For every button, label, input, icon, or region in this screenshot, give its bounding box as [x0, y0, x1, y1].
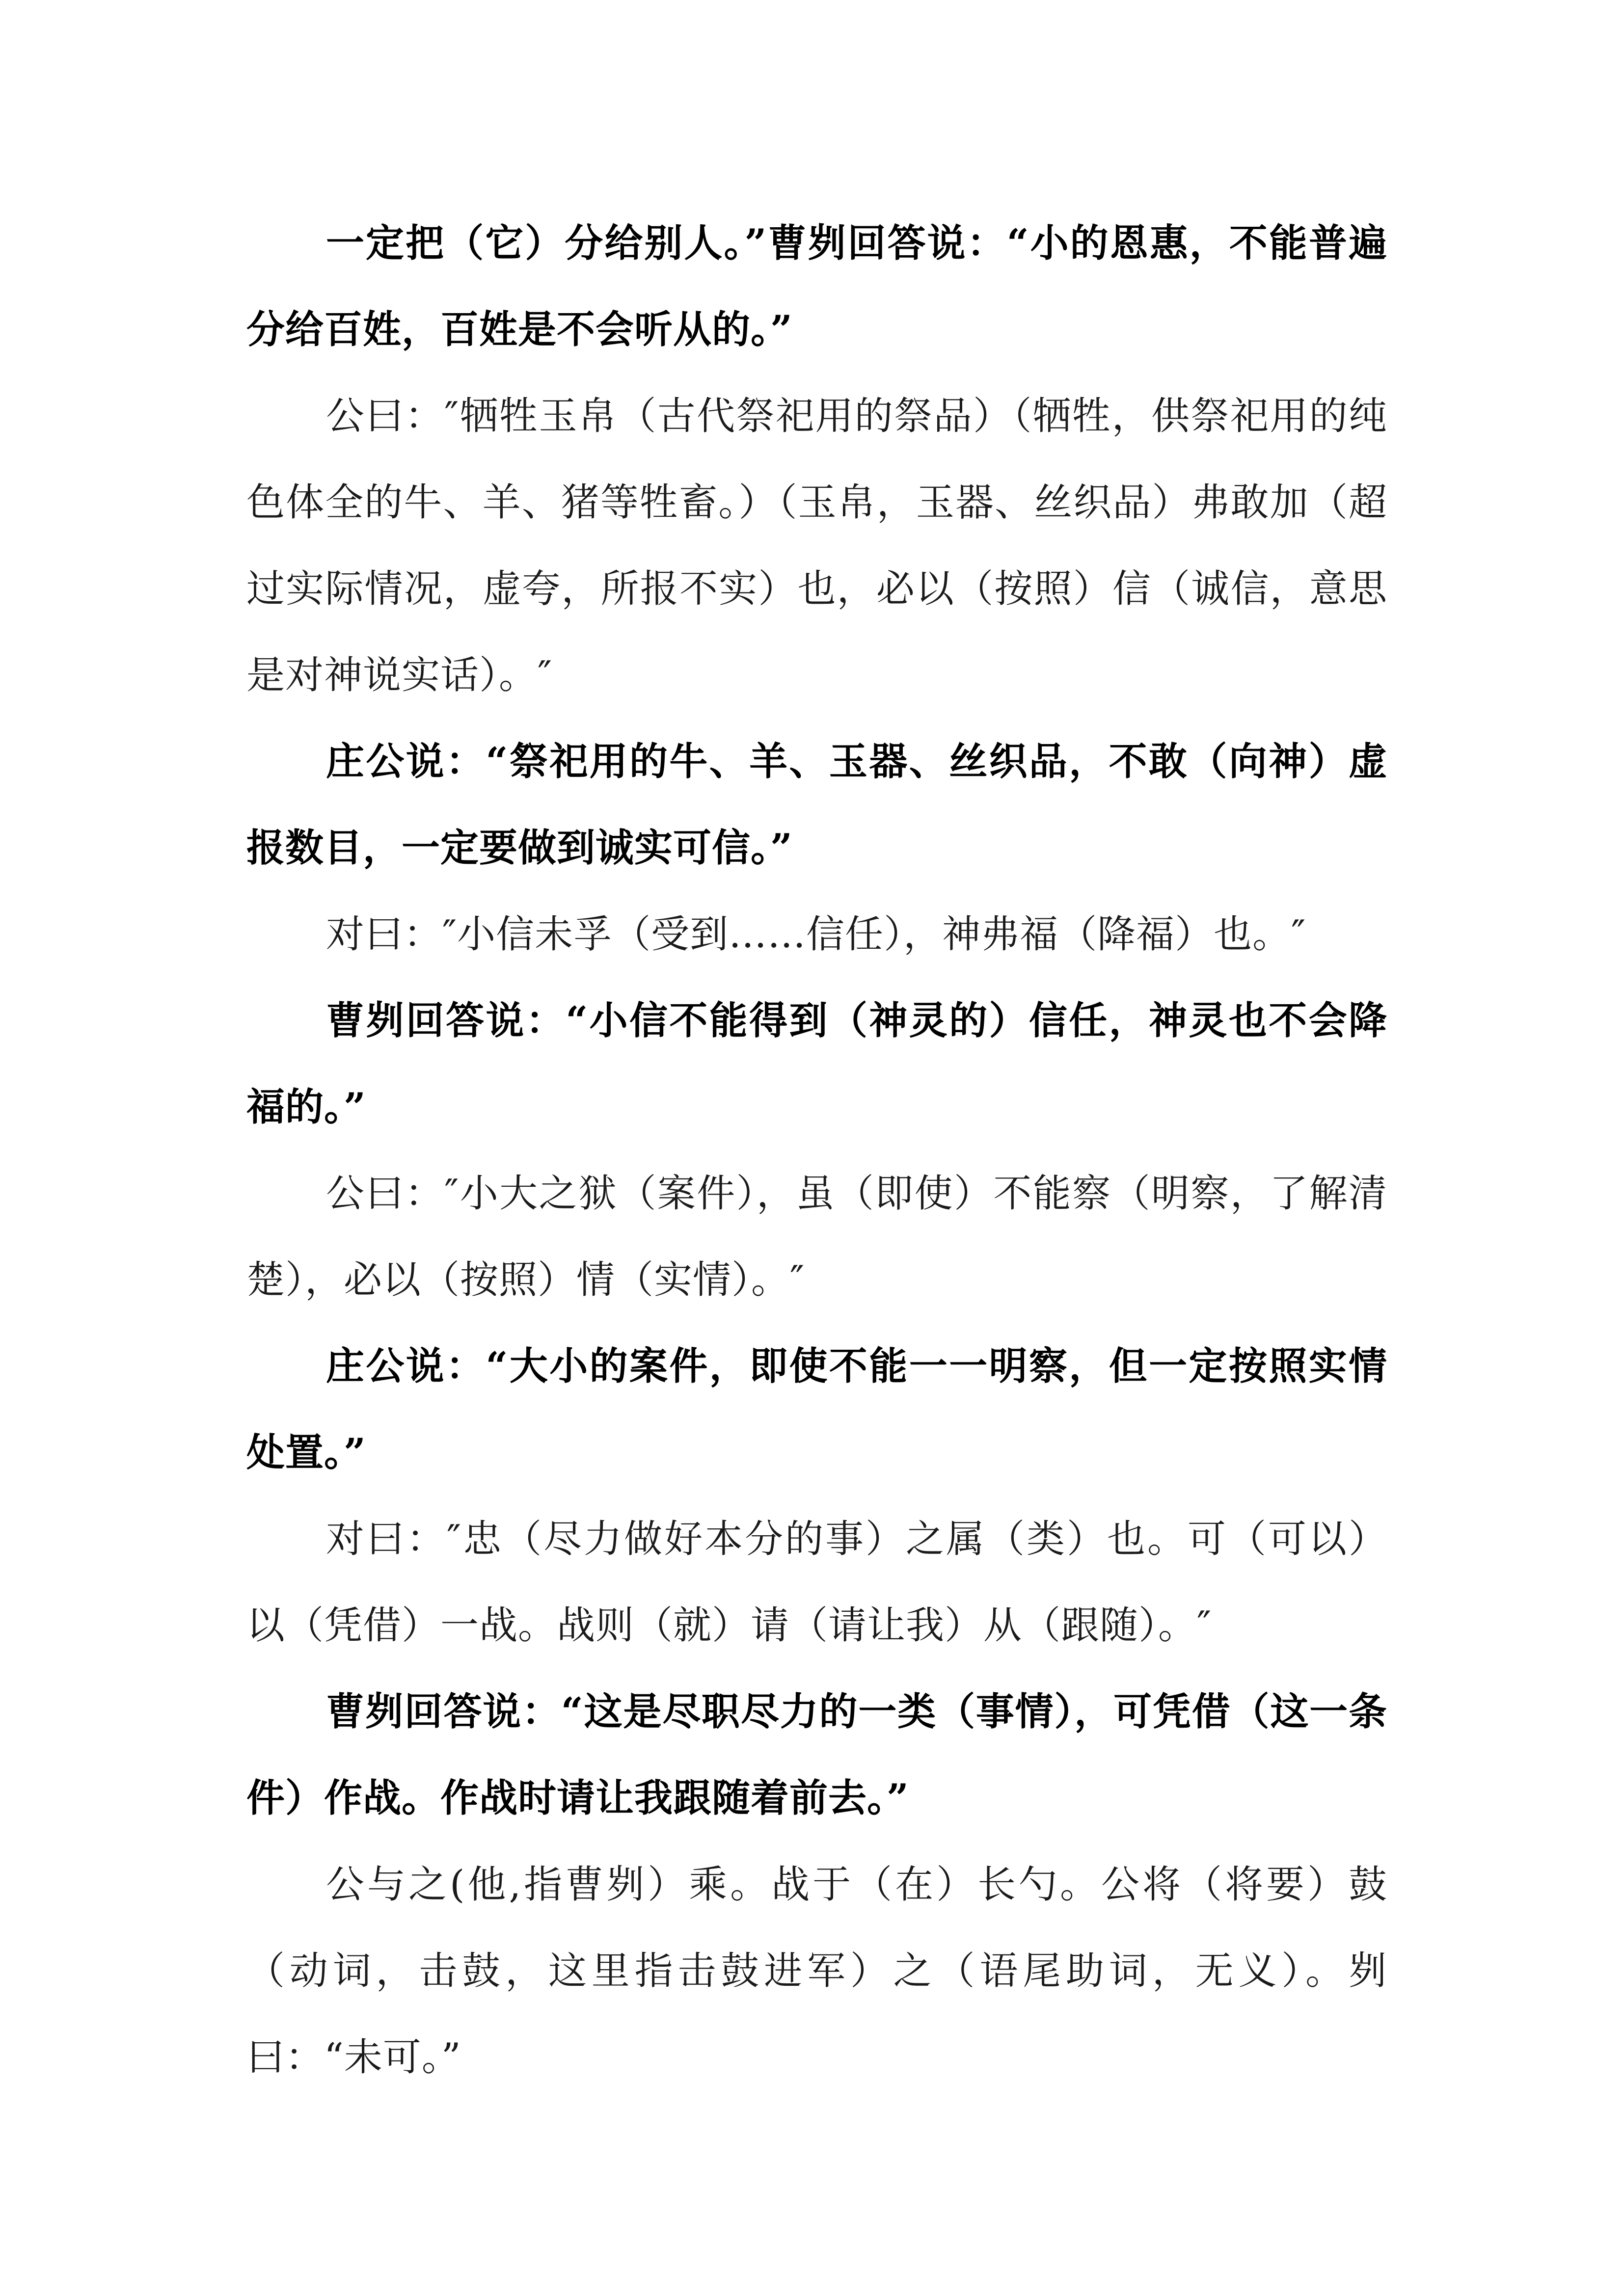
- paragraph-original-1: 公曰：″牺牲玉帛（古代祭祀用的祭品）（牺牲，供祭祀用的纯色体全的牛、羊、猪等牲畜。）（玉帛，玉器、丝织品）弗敢加（超过实际情况，虚夸，所报不实）也，必以（按照）信（诚信，意思是对神说实话）。″: [246, 394, 1387, 697]
- paragraph-original-2: 对曰：″小信未孚（受到……信任），神弗福（降福）也。″: [326, 912, 1306, 957]
- text-body: [246, 200, 1387, 2101]
- paragraph-translation-5: 曹刿回答说：“这是尽职尽力的一类（事情），可凭借（这一条件）作战。作战时请让我跟随着前去。”: [246, 1689, 1387, 1820]
- paragraph-original-4: 对曰：″忠（尽力做好本分的事）之属（类）也。可（可以）以（凭借）一战。战则（就）请（请让我）从（跟随）。″: [246, 1517, 1387, 1648]
- paragraph-translation-4: 庄公说：“大小的案件，即使不能一一明察，但一定按照实情处置。”: [246, 1344, 1387, 1475]
- paragraph-original-5: 公与之(他,指曹刿）乘。战于（在）长勺。公将（将要）鼓（动词，击鼓，这里指击鼓进军）之（语尾助词，无义）。刿曰：“未可。”: [246, 1863, 1387, 2080]
- paragraph-translation-3: 曹刿回答说：“小信不能得到（神灵的）信任，神灵也不会降福的。”: [246, 998, 1387, 1129]
- paragraph-original-3: 公曰：″小大之狱（案件），虽（即使）不能察（明察，了解清楚），必以（按照）情（实情）。″: [246, 1172, 1387, 1302]
- paragraph-translation-1: 一定把（它）分给别人。”曹刿回答说：“小的恩惠，不能普遍分给百姓，百姓是不会听从的。”: [246, 221, 1387, 352]
- paragraph-translation-2: 庄公说：“祭祀用的牛、羊、玉器、丝织品，不敢（向神）虚报数目，一定要做到诚实可信。”: [246, 739, 1387, 870]
